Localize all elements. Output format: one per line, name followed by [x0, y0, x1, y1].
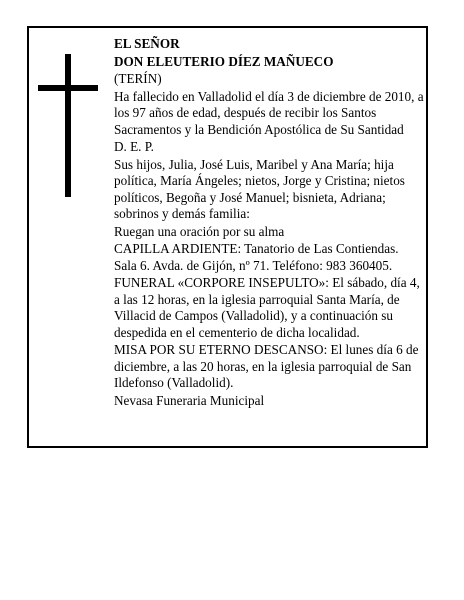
funeral-home: Nevasa Funeraria Municipal	[114, 392, 265, 408]
mass-info: MISA POR SU ETERNO DESCANSO: El lunes día 6 de diciembre, a las 20 horas, en la iglesia parroquial de San Ildefonso (Valladolid).	[114, 342, 419, 390]
chapel-info: CAPILLA ARDIENTE: Tanatorio de Las Contiendas. Sala 6. Avda. de Gijón, nº 71. Teléfono: 983 360405.	[114, 241, 399, 273]
deceased-nickname: (TERÍN)	[114, 71, 162, 86]
rip-text: D. E. P.	[114, 139, 154, 154]
deceased-name: DON ELEUTERIO DÍEZ MAÑUECO	[114, 53, 334, 69]
funeral-info: FUNERAL «CORPORE INSEPULTO»: El sábado, día 4, a las 12 horas, en la iglesia parroquial Santa María, de Villacid de Campos (Valladolid), y a continuación su despedida en el cementerio de dicha localidad.	[114, 275, 420, 340]
cross-vertical-bar	[65, 54, 71, 197]
death-announcement: Ha fallecido en Valladolid el día 3 de diciembre de 2010, a los 97 años de edad, después de recibir los Santos Sacramentos y la Bendición Apostólica de Su Santidad	[114, 88, 424, 137]
notice-title: EL SEÑOR	[114, 36, 180, 51]
family-list: Sus hijos, Julia, José Luis, Maribel y Ana María; hija política, María Ángeles; nietos, Jorge y Cristina; nietos políticos, Begoña y José Manuel; bisnieta, Adriana; sobrinos y demás familia:	[114, 156, 405, 221]
cross-horizontal-bar	[38, 85, 98, 91]
prayer-request: Ruegan una oración por su alma	[114, 223, 285, 239]
cross-icon	[38, 54, 98, 197]
obituary-text	[114, 36, 424, 410]
